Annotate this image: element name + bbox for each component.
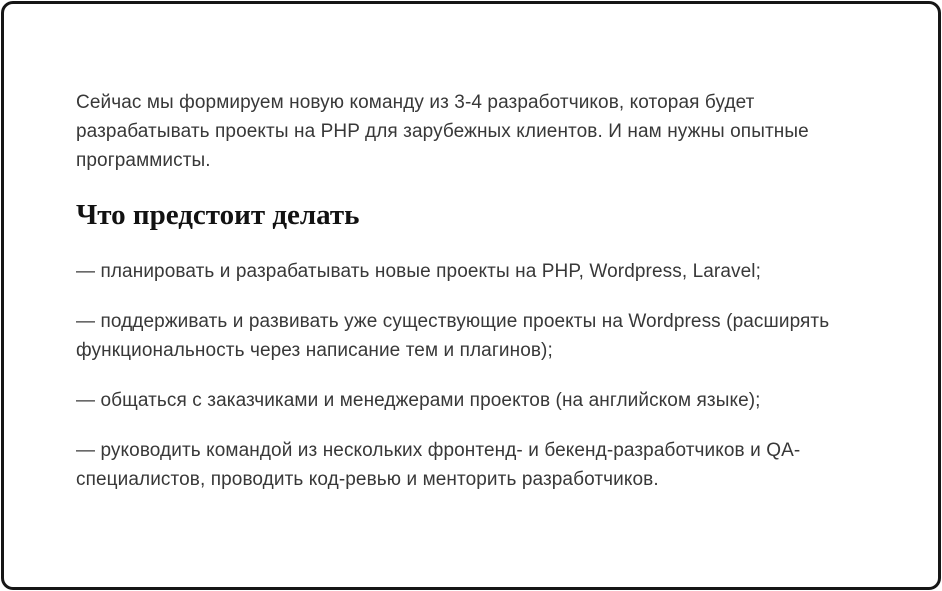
intro-paragraph: Сейчас мы формируем новую команду из 3-4 разработчиков, которая будет разрабатывать проекты на PHP для зарубежных клиентов. И нам нужны опытные программисты. xyxy=(76,92,809,171)
task-item-support-wordpress: — поддерживать и развивать уже существующие проекты на Wordpress (расширять функциональность через написание тем и плагинов); xyxy=(76,311,830,361)
document-card xyxy=(1,1,941,590)
task-list xyxy=(76,257,858,494)
section-heading: Что предстоит делать xyxy=(76,199,360,231)
task-item-communicate-clients: — общаться с заказчиками и менеджерами проектов (на английском языке); xyxy=(76,390,761,411)
task-item-plan-projects: — планировать и разрабатывать новые проекты на PHP, Wordpress, Laravel; xyxy=(76,261,761,282)
task-item-lead-team: — руководить командой из нескольких фронтенд- и бекенд-разработчиков и QA-специалистов, проводить код-ревью и менторить разработчиков. xyxy=(76,440,801,490)
